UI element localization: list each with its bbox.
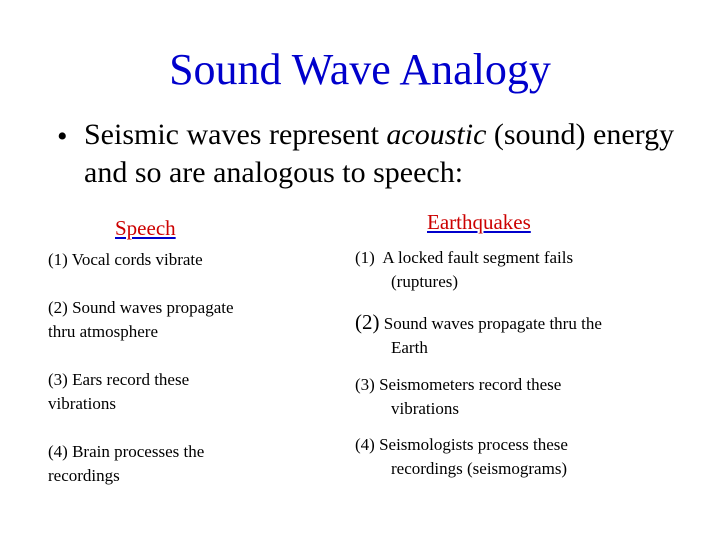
earthquakes-item-2-line2: Earth — [391, 338, 428, 357]
speech-item-3-line1: (3) Ears record these — [48, 370, 190, 389]
bullet-text-emphasis: acoustic — [386, 118, 487, 151]
speech-item-2-line2: thru atmosphere — [48, 322, 158, 341]
speech-item-4-line2: recordings — [48, 466, 120, 485]
speech-heading: Speech — [115, 216, 176, 240]
earthquakes-item-1-line2: (ruptures) — [391, 272, 459, 291]
earthquakes-item-1 — [355, 246, 573, 294]
earthquakes-heading: Earthquakes — [427, 210, 531, 234]
bullet-text-after: (sound) energy and so are analogous to speech: — [84, 118, 675, 189]
bullet-text-before: Seismic waves represent — [84, 118, 387, 151]
speech-item-2 — [48, 296, 234, 344]
earthquakes-item-3-line2: vibrations — [391, 399, 459, 418]
earthquakes-item-1-line1: (1) A locked fault segment fails — [355, 248, 574, 267]
speech-item-4-line1: (4) Brain processes the — [48, 442, 205, 461]
earthquakes-item-3-line1: (3) Seismometers record these — [355, 375, 562, 394]
speech-item-3-line2: vibrations — [48, 394, 116, 413]
earthquakes-item-4-line2: recordings (seismograms) — [391, 459, 568, 478]
earthquakes-item-2-number: (2) — [355, 310, 380, 334]
earthquakes-item-4 — [355, 433, 568, 481]
earthquakes-item-4-line1: (4) Seismologists process these — [355, 435, 568, 454]
speech-item-4 — [48, 440, 204, 488]
bullet-text — [84, 116, 684, 192]
speech-item-1-text: (1) Vocal cords vibrate — [48, 250, 203, 269]
speech-item-2-line1: (2) Sound waves propagate — [48, 298, 234, 317]
earthquakes-item-3 — [355, 373, 561, 421]
bullet-icon: • — [57, 120, 68, 153]
speech-item-3 — [48, 368, 189, 416]
earthquakes-item-2 — [355, 310, 602, 360]
slide-title: Sound Wave Analogy — [169, 45, 551, 94]
earthquakes-item-2-line1: Sound waves propagate thru the — [379, 314, 602, 333]
speech-item-1 — [48, 248, 203, 272]
